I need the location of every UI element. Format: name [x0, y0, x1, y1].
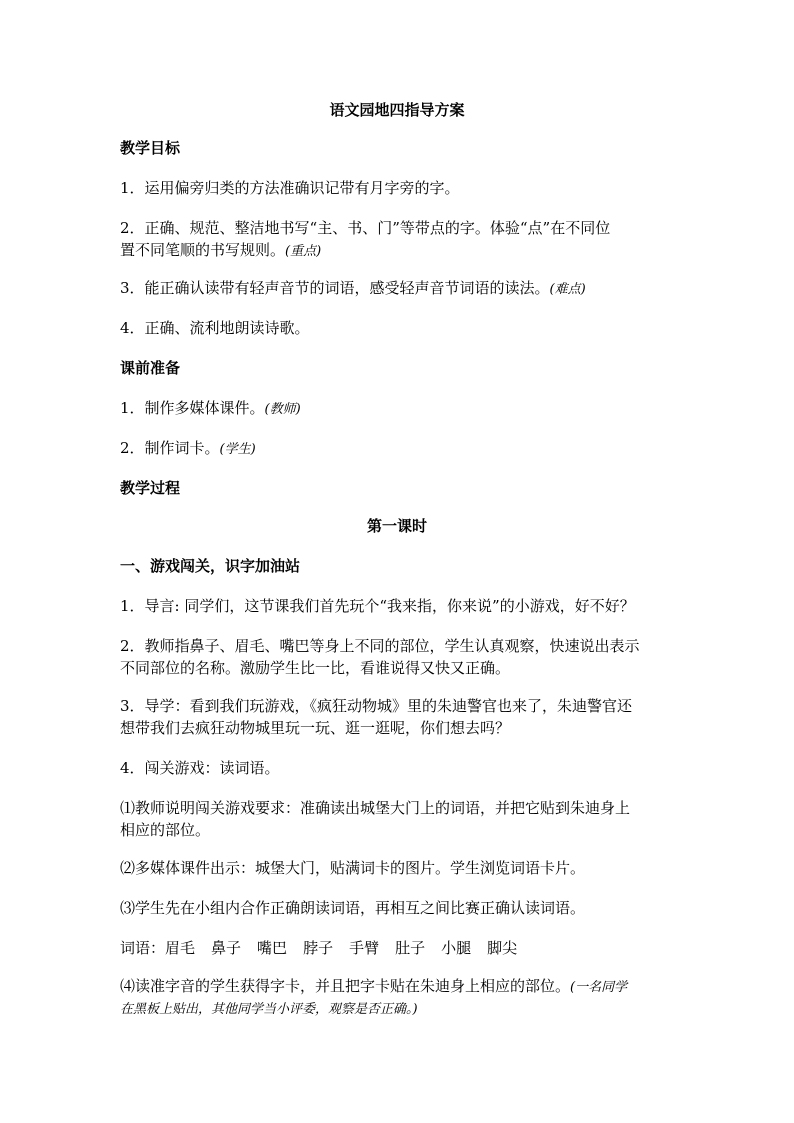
goal-2-line-1: 2．正确、规范、整洁地书写“主、书、门”等带点的字。体验“点”在不同位 — [120, 219, 611, 237]
section-heading-goals: 教学目标 — [120, 139, 181, 157]
word-item: 眉毛 — [165, 939, 196, 957]
doc-title: 语文园地四指导方案 — [329, 101, 465, 119]
substep-4-text: ⑷读准字音的学生获得字卡，并且把字卡贴在朱迪身上相应的部位。 — [120, 977, 571, 995]
word-list — [120, 936, 680, 960]
section-heading-process: 教学过程 — [120, 479, 181, 497]
substep-4-note-end: 在黑板上贴出，其他同学当小评委，观察是否正确。) — [120, 1002, 418, 1017]
substep-1-line-2: 相应的部位。 — [120, 821, 211, 839]
part-1-heading: 一、游戏闯关，识字加油站 — [120, 557, 301, 575]
substep-2: ⑵多媒体课件出示：城堡大门，贴满词卡的图片。学生浏览词语卡片。 — [120, 859, 586, 877]
goal-2-text: 置不同笔顺的书写规则。 — [120, 241, 286, 259]
step-1: 1．导言: 同学们，这节课我们首先玩个“我来指，你来说”的小游戏，好不好？ — [120, 597, 635, 615]
goal-2-line-2 — [120, 238, 680, 264]
step-3-line-1: 3．导学：看到我们玩游戏，《疯狂动物城》里的朱迪警官也来了，朱迪警官还 — [120, 697, 633, 715]
word-item: 脚尖 — [487, 939, 518, 957]
step-2-line-1: 2．教师指鼻子、眉毛、嘴巴等身上不同的部位，学生认真观察，快速说出表示 — [120, 637, 640, 655]
prep-1 — [120, 396, 680, 422]
goal-3-text: 3．能正确认读带有轻声音节的词语，感受轻声音节词语的读法。 — [120, 279, 550, 297]
substep-4-note-start: (一名同学 — [570, 980, 628, 995]
lesson-title: 第一课时 — [366, 517, 427, 535]
goal-3-note: (难点) — [549, 282, 586, 297]
substep-4-line-2 — [120, 996, 680, 1022]
goal-2-note: (重点) — [285, 244, 322, 259]
prep-1-note: (教师) — [264, 402, 301, 417]
prep-2-note: (学生) — [219, 442, 256, 457]
word-item: 脖子 — [303, 939, 334, 957]
step-4: 4．闯关游戏：读词语。 — [120, 759, 280, 777]
goal-4: 4．正确、流利地朗读诗歌。 — [120, 319, 310, 337]
goal-1: 1．运用偏旁归类的方法准确识记带有月字旁的字。 — [120, 179, 460, 197]
word-list-label: 词语： — [120, 939, 166, 957]
step-3-line-2: 想带我们去疯狂动物城里玩一玩、逛一逛呢，你们想去吗？ — [120, 719, 511, 737]
step-2-line-2: 不同部位的名称。激励学生比一比，看谁说得又快又正确。 — [120, 659, 511, 677]
section-heading-prep: 课前准备 — [120, 359, 181, 377]
goal-3 — [120, 276, 680, 302]
word-item: 肚子 — [395, 939, 426, 957]
prep-2-text: 2．制作词卡。 — [120, 439, 220, 457]
substep-3: ⑶学生先在小组内合作正确朗读词语，再相互之间比赛正确认读词语。 — [120, 899, 586, 917]
substep-1-line-1: ⑴教师说明闯关游戏要求：准确读出城堡大门上的词语，并把它贴到朱迪身上 — [120, 799, 631, 817]
prep-1-text: 1．制作多媒体课件。 — [120, 399, 265, 417]
word-item: 嘴巴 — [257, 939, 288, 957]
prep-2 — [120, 436, 680, 462]
word-item: 手臂 — [349, 939, 380, 957]
word-item: 鼻子 — [211, 939, 242, 957]
word-item: 小腿 — [441, 939, 472, 957]
